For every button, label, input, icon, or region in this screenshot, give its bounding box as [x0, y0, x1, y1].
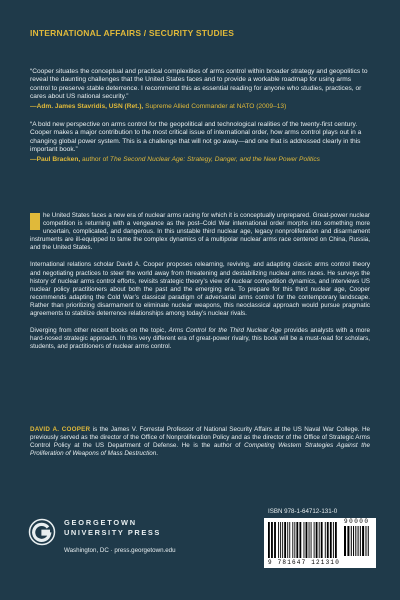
- barcode-bar: [358, 526, 359, 556]
- barcode-bar: [268, 522, 270, 558]
- description-text: Diverging from other recent books on the topic,: [30, 327, 169, 335]
- barcode-bars: [268, 522, 338, 558]
- quote-author: —Adm. James Stavridis, USN (Ret.),: [30, 102, 144, 110]
- barcode-bar: [282, 522, 283, 558]
- barcode-bar: [365, 526, 366, 556]
- barcode-bar: [321, 522, 323, 558]
- georgetown-g-logo-icon: [28, 518, 56, 546]
- bio-text-end: .: [156, 450, 158, 458]
- barcode-bar: [327, 522, 329, 558]
- barcode-bar: [296, 522, 298, 558]
- description-text: provides analysts with a more hard-nosed strategic approach. In this very different era of great-power rivalry, this book will be a must-read for scholars, students, and practitioners of nuclear arms control.: [30, 327, 370, 351]
- barcode-bar: [314, 522, 315, 558]
- quote-attribution: [30, 103, 370, 111]
- barcode-bar: [330, 522, 332, 558]
- barcode-bar: [351, 526, 352, 556]
- author-name: DAVID A. COOPER: [30, 426, 91, 433]
- barcode-bar: [355, 526, 356, 556]
- barcode-bar: [274, 522, 276, 558]
- endorsement-quote: [30, 68, 370, 111]
- barcode-bar: [333, 522, 334, 558]
- quote-author: —Paul Bracken,: [30, 155, 81, 163]
- barcode-bar: [335, 522, 337, 558]
- quote-text: “Cooper situates the conceptual and practical complexities of arms control within broader strategy and geopolitics to reveal the daunting challenges that the United States faces and to provide a workable roadmap for using arms control to preserve stable deterrence. I recommend this as essential reading for anyone who studies, practices, or cares about US national security.”: [30, 68, 368, 101]
- barcode-bar: [325, 522, 326, 558]
- quote-author-title: [80, 156, 320, 163]
- barcode-number: 9 781647 121310: [268, 559, 341, 566]
- description-paragraph: [30, 327, 370, 351]
- barcode-bar: [299, 522, 301, 558]
- barcode-bar: [353, 526, 354, 556]
- author-previous-book: Competing Western Strategies Against the Proliferation of Weapons of Mass Destruction: [30, 442, 370, 458]
- drop-cap-mark: [30, 213, 40, 230]
- barcode: [264, 518, 376, 568]
- isbn-label: ISBN 978-1-64712-131-0: [268, 508, 338, 515]
- publisher-line2: UNIVERSITY PRESS: [64, 528, 161, 537]
- barcode-bar: [309, 522, 310, 558]
- barcode-bar: [311, 522, 312, 558]
- barcode-bar: [294, 522, 295, 558]
- barcode-bar: [284, 522, 286, 558]
- barcode-bar: [360, 526, 361, 556]
- barcode-bar: [368, 526, 369, 556]
- quote-attribution: [30, 156, 370, 164]
- author-bio: [30, 426, 370, 458]
- barcode-bar: [292, 522, 293, 558]
- description-paragraph: International relations scholar David A. Cooper proposes relearning, reviving, and adapting classic arms control theory and negotiating practices to steer the world away from threatening and destabilizing nuclear arms races. He surveys the history of nuclear arms control efforts, revisits strategic theory’s view of nuclear competition dynamics, and interviews US nuclear policy practitioners about both the past and the emerging era. To prepare for this third nuclear age, Cooper recommends adapting the Cold War’s classical paradigm of adversarial arms control for the contemporary landscape. Rather than prioritizing disarmament to eliminate nuclear weapons, this neoclassical approach would pursue pragmatic agreements to stabilize deterrence relationships among today’s nuclear rivals.: [30, 261, 370, 318]
- barcode-bar: [278, 522, 279, 558]
- category-label: INTERNATIONAL AFFAIRS / SECURITY STUDIES: [30, 28, 235, 38]
- barcode-addon-bars: [344, 526, 370, 556]
- description-paragraph-text: he United States faces a new era of nuclear arms racing for which it is conceptually unprepared. Great-power nuclear competition is returning with a vengeance as the post–Cold War international order morphs into something more uncertain, complicated, and dangerous. In this unstable third nuclear age, legacy nonproliferation and disarmament instruments are ill-equipped to tame the complex dynamics of a multipolar nuclear arms race centered on China, Russia, and the United States.: [30, 212, 370, 252]
- publisher-name: [64, 518, 161, 538]
- barcode-bar: [344, 526, 346, 556]
- book-description: [30, 212, 370, 360]
- barcode-bar: [287, 522, 288, 558]
- endorsements: [30, 68, 370, 174]
- bio-text: is the James V. Forrestal Professor of National Security Affairs at the US Naval War College. He previously served as the director of the Office of Nonproliferation Policy and as the director of the Office of Strategic Arms Control Policy at the US Department of Defense. He is the author of: [30, 426, 370, 450]
- quote-author-title: Supreme Allied Commander at NATO (2009–13): [143, 102, 287, 110]
- description-paragraph: [30, 212, 370, 252]
- barcode-bar: [280, 522, 281, 558]
- barcode-bar: [347, 526, 349, 556]
- endorsement-quote: [30, 121, 370, 164]
- publisher-line1: GEORGETOWN: [64, 518, 137, 527]
- barcode-bar: [304, 522, 305, 558]
- book-title: Arms Control for the Third Nuclear Age: [168, 327, 282, 335]
- barcode-addon-number: 90000: [344, 518, 370, 525]
- barcode-bar: [306, 522, 308, 558]
- quote-book-title: The Second Nuclear Age: Strategy, Danger, and the New Power Politics: [109, 155, 320, 163]
- barcode-bar: [362, 526, 364, 556]
- publisher-location: Washington, DC · press.georgetown.edu: [64, 547, 176, 554]
- barcode-bar: [271, 522, 273, 558]
- barcode-bar: [319, 522, 320, 558]
- barcode-bar: [316, 522, 318, 558]
- barcode-bar: [289, 522, 290, 558]
- quote-text: “A bold new perspective on arms control for the geopolitical and technological realities of the twenty-first century. Cooper makes a major contribution to the most critical issue of international order, how arms control plays out in a changing global power system. This is a challenge that will not go away—and one that is addressed clearly in this important book.”: [30, 121, 362, 154]
- quote-author-title-prefix: author of: [80, 155, 110, 163]
